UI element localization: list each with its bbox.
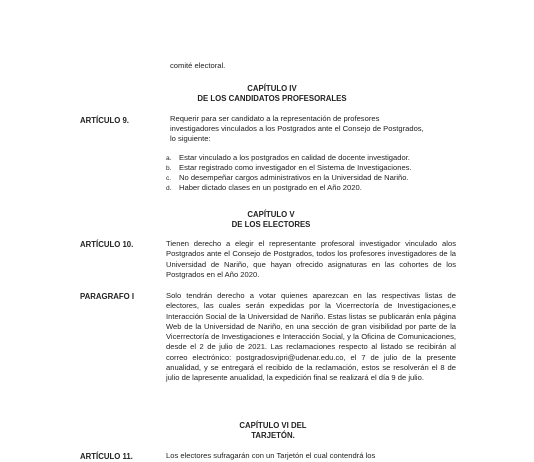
list-marker: a. — [166, 155, 172, 162]
paragrafo-label: PARAGRAFO I — [80, 292, 134, 301]
paragrafo-text: Solo tendrán derecho a votar quienes aparezcan en las respectivas listas de electores, las cuales serán expedidas por la Vicerrectoría de Investigaciones,e Interacción Social de la Universidad de Nariño. Estas listas se publicarán enla página Web de la Universidad de Nariño, en una sección de gran visibilidad por parte de la Vicerrectoría de Investigaciones e Interacción Social, y la Oficina de Comunicaciones, desde el 2 de julio de 2021. Las reclamaciones respecto al listado se recibirán al correo electrónico: postgradosvipri@udenar.edu.co, el 7 de julio de la presente anualidad, y se entregará el recibido de la reclamación, estos se resolverán el 8 de julio de lapresente anualidad, la expedición final se realizará el día 9 de julio. — [166, 291, 456, 383]
article-9-label: ARTÍCULO 9. — [80, 116, 129, 125]
article-11-text: Los electores sufragarán con un Tarjetón el cual contendrá los — [166, 451, 376, 460]
chapter-6-title: CAPÍTULO VI DEL — [239, 421, 307, 430]
list-marker: c. — [166, 175, 172, 182]
list-item-text: Haber dictado clases en un postgrado en el Año 2020. — [179, 183, 362, 192]
article-10-label: ARTÍCULO 10. — [80, 240, 134, 249]
list-marker: b. — [166, 165, 172, 172]
article-10-text: Tienen derecho a elegir el representante profesoral investigador vinculado alos Postgrados ante el Consejo de Postgrados, todos los profesores investigadores de la Universidad de Nariño, que hayan ofrecido asignaturas en las cohortes de los Postgrados en el Año 2020. — [166, 239, 456, 279]
article-9-line-3: lo siguiente: — [170, 134, 211, 143]
chapter-4-subtitle: DE LOS CANDIDATOS PROFESORALES — [197, 94, 347, 103]
chapter-5-title: CAPÍTULO V — [247, 210, 295, 219]
article-9-line-2: investigadores vinculados a los Postgrados ante el Consejo de Postgrados, — [170, 124, 424, 133]
list-item — [166, 183, 362, 194]
list-marker: d. — [166, 185, 172, 192]
list-item-text: No desempeñar cargos administrativos en la Universidad de Nariño. — [179, 173, 409, 182]
chapter-6-subtitle: TARJETÓN. — [251, 431, 295, 440]
chapter-4-title: CAPÍTULO IV — [247, 84, 297, 93]
chapter-5-subtitle: DE LOS ELECTORES — [231, 220, 311, 229]
article-9-line-1: Requerir para ser candidato a la representación de profesores — [170, 114, 380, 123]
list-item-text: Estar registrado como investigador en el Sistema de Investigaciones. — [179, 163, 412, 172]
article-11-label: ARTÍCULO 11. — [80, 452, 133, 461]
list-item-text: Estar vinculado a los postgrados en calidad de docente investigador. — [179, 153, 410, 162]
intro-line: comité electoral. — [170, 61, 226, 70]
